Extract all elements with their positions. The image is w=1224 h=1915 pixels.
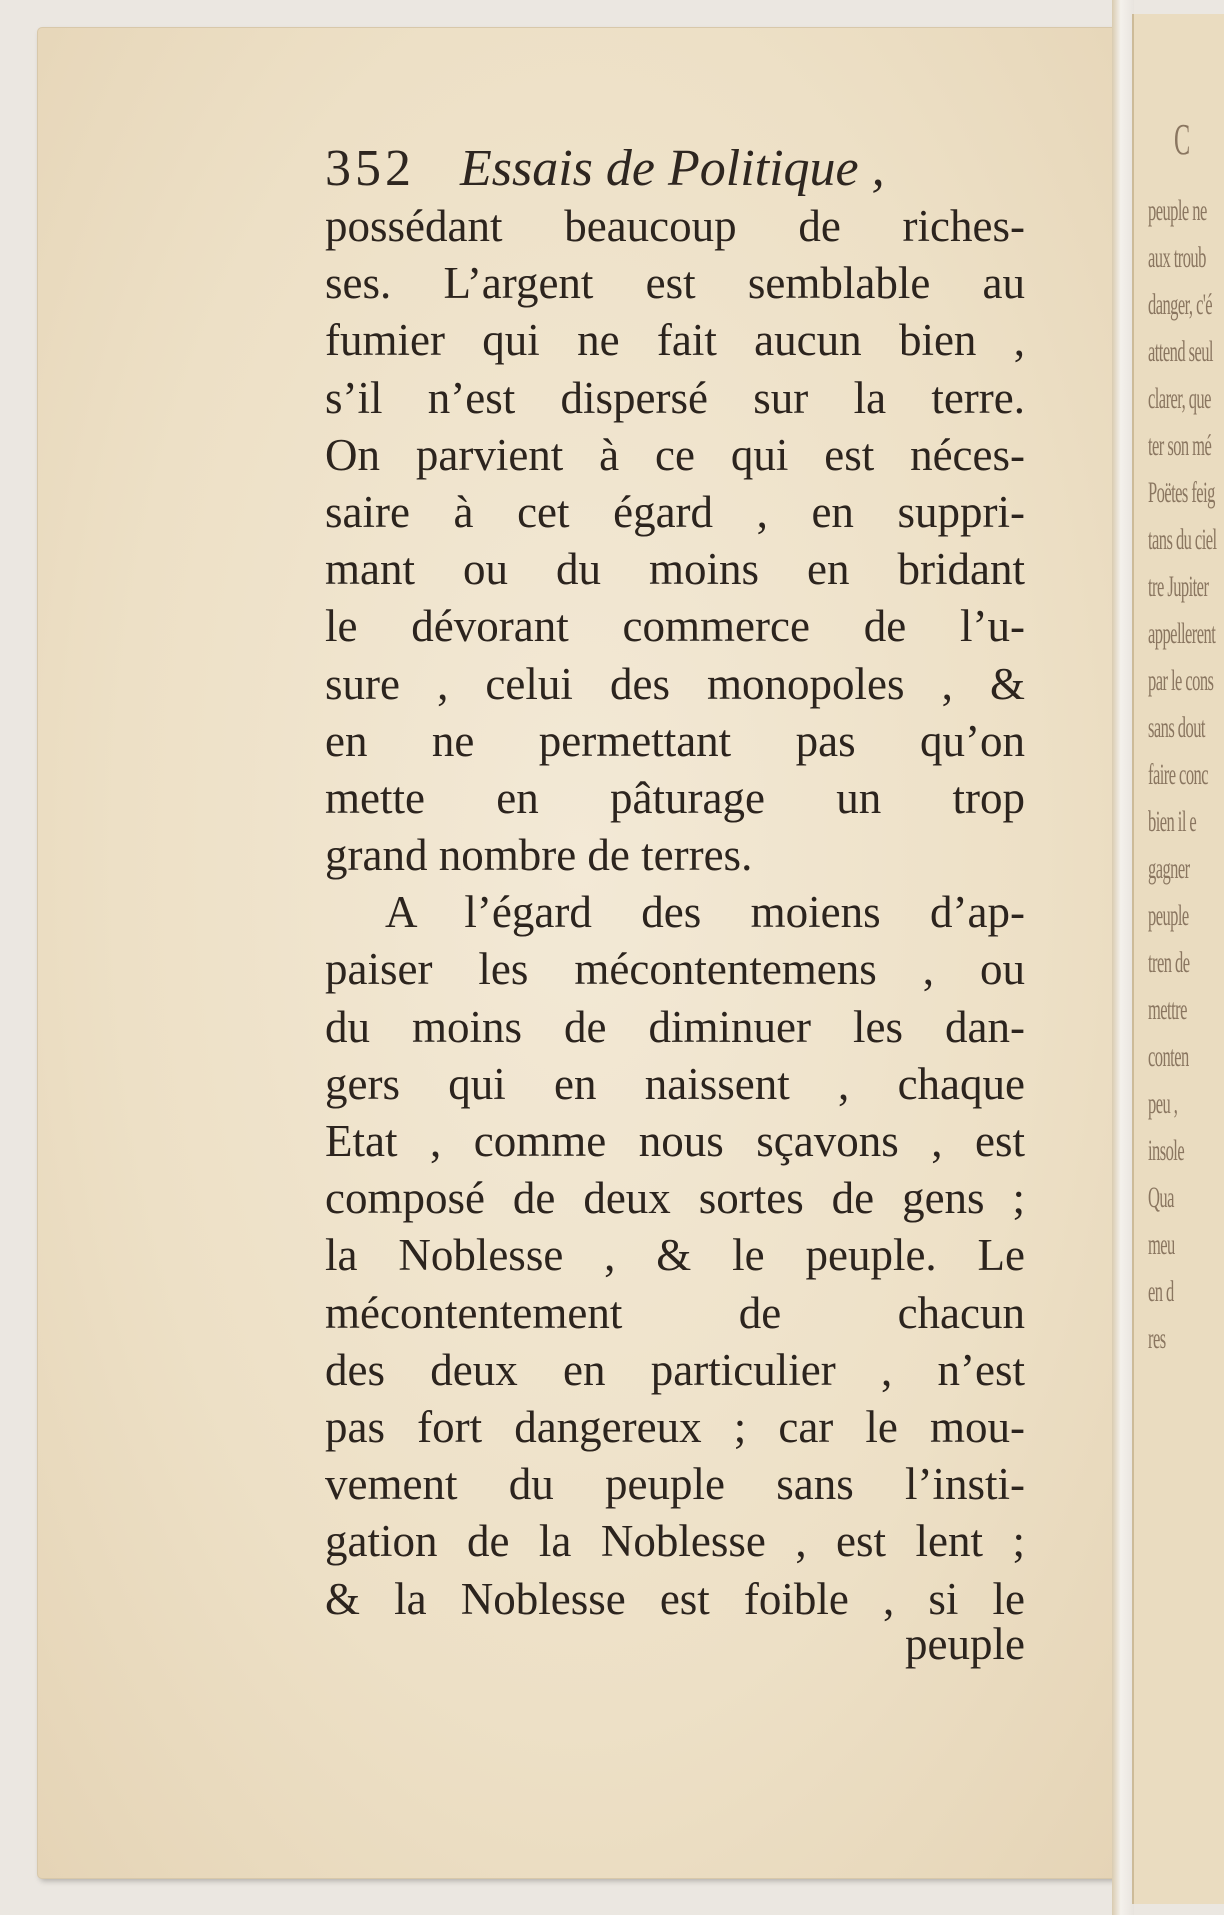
text-line: composé de deux sortes de gens ; (325, 1173, 1025, 1224)
text-line: On parvient à ce qui est néces- (325, 429, 1025, 480)
facing-page-fragment (1132, 14, 1224, 1904)
facing-page-line: mettre (1148, 993, 1187, 1026)
facing-page-line: en d (1148, 1275, 1174, 1308)
facing-page-line: tren de (1148, 946, 1190, 979)
text-line: le dévorant commerce de l’u- (325, 601, 1025, 652)
facing-page-line: res (1148, 1322, 1166, 1355)
facing-page-line: danger, c'é (1148, 288, 1213, 321)
facing-page-line: sans dout (1148, 711, 1205, 744)
facing-page-line: attend seul (1148, 335, 1213, 368)
facing-page-line: Qua (1148, 1181, 1174, 1214)
text-line: saire à cet égard , en suppri- (325, 486, 1025, 537)
facing-page-line: conten (1148, 1040, 1189, 1073)
page-number: 352 (325, 140, 415, 197)
facing-page-line: faire conc (1148, 758, 1208, 791)
text-line: s’il n’est dispersé sur la terre. (325, 372, 1025, 423)
text-line: mant ou du moins en bridant (325, 544, 1025, 595)
text-line: des deux en particulier , n’est (325, 1344, 1025, 1395)
text-line: sure , celui des monopoles , & (325, 658, 1025, 709)
facing-page-line: ter son mé (1148, 429, 1212, 462)
text-line: A l’égard des moiens d’ap- (385, 887, 1025, 938)
text-line: la Noblesse , & le peuple. Le (325, 1230, 1025, 1281)
catchword: peuple (905, 1619, 1025, 1669)
facing-page-line: peuple ne (1148, 194, 1207, 227)
text-line: ses. L’argent est semblable au (325, 258, 1025, 309)
running-title: Essais de Politique , (460, 140, 885, 197)
text-line: possédant beaucoup de riches- (325, 201, 1025, 251)
text-line: mette en pâturage un trop (325, 772, 1025, 823)
facing-page-line: clarer, que (1148, 382, 1211, 415)
facing-page-line: par le cons (1148, 664, 1214, 697)
text-line: gers qui en naissent , chaque (325, 1058, 1025, 1109)
facing-page-line: tre Jupiter (1148, 570, 1209, 603)
facing-page-line: peuple (1148, 899, 1189, 932)
body-text (325, 198, 1025, 1628)
running-header (325, 134, 1025, 204)
text-line: Etat , comme nous sçavons , est (325, 1116, 1025, 1166)
text-line: paiser les mécontentemens , ou (325, 944, 1025, 995)
facing-page-line: bien il e (1148, 805, 1197, 838)
text-line: grand nombre de terres. (325, 830, 753, 881)
text-line: gation de la Noblesse , est lent ; (325, 1516, 1025, 1567)
text-line: mécontentement de chacun (325, 1287, 1025, 1338)
book-gutter (1112, 0, 1134, 1915)
facing-page-line: insole (1148, 1134, 1185, 1167)
facing-page-line: aux troub (1148, 241, 1206, 274)
facing-page-line: meu (1148, 1228, 1175, 1261)
facing-page-line: peu , (1148, 1087, 1178, 1120)
text-line: vement du peuple sans l’insti- (325, 1459, 1025, 1510)
text-line: fumier qui ne fait aucun bien , (325, 315, 1025, 366)
facing-page-line: gagner (1148, 852, 1190, 885)
text-line: & la Noblesse est foible , si le (325, 1573, 1025, 1624)
facing-page-line: Poëtes feig (1148, 476, 1215, 509)
text-line: pas fort dangereux ; car le mou- (325, 1401, 1025, 1452)
facing-page-line: appellerent (1148, 617, 1216, 650)
facing-page-line: C (1174, 115, 1190, 164)
facing-page-line: tans du ciel (1148, 523, 1217, 556)
text-line: du moins de diminuer les dan- (325, 1001, 1025, 1052)
text-line: en ne permettant pas qu’on (325, 715, 1025, 766)
